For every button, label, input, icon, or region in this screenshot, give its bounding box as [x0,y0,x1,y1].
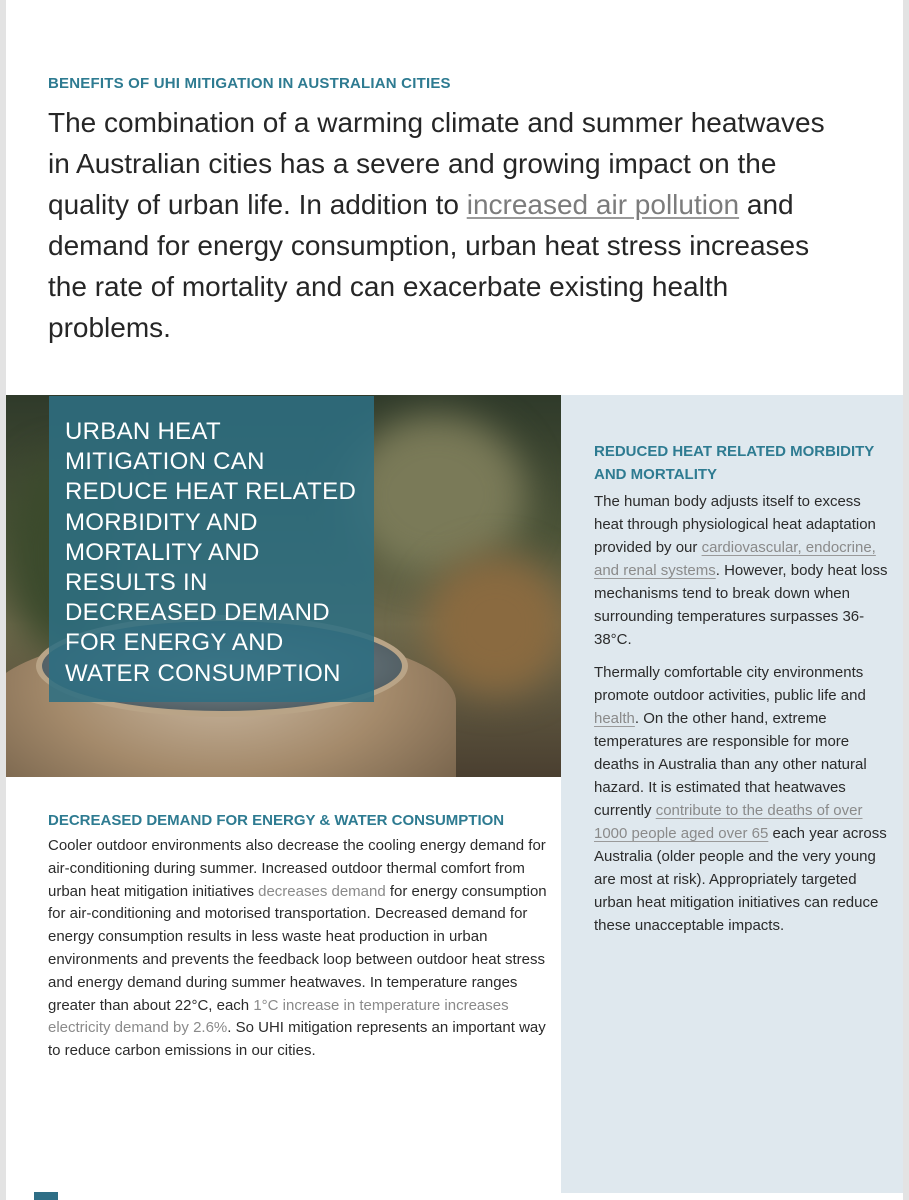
air-pollution-link[interactable]: increased air pollution [466,189,740,220]
photo-bokeh [426,555,561,695]
health-link[interactable]: health [594,710,635,727]
lead-text-1: The combination of a warming climate and summer heatwaves in Australian cities has a severe and growing impact on the quality of urban life. In addition to [48,107,825,220]
page-marker [34,1192,58,1200]
section-label: BENEFITS OF UHI MITIGATION IN AUSTRALIAN CITIES [48,75,451,92]
energy-text: Cooler outdoor environments also decrease the cooling energy demand for air-conditioning during summer. Increased outdoor thermal comfort from urban heat mitigation initiatives [48,837,546,900]
sidebar-text: Thermally comfortable city environments promote outdoor activities, public life and [594,664,866,704]
sidebar-paragraph-2 [594,661,889,937]
page-edge-right [903,0,909,1200]
sidebar-body [594,490,889,947]
sidebar-text: The human body adjusts itself to excess heat through physiological heat adaptation provided by our [594,493,876,556]
energy-section-body [48,835,548,1063]
sidebar-heading: REDUCED HEAT RELATED MORBIDITY AND MORTALITY [594,443,875,483]
sidebar-paragraph-1 [594,490,889,651]
decreases-demand-link[interactable]: decreases demand [258,882,386,900]
electricity-demand-link[interactable]: 1°C increase in temperature increases electricity demand by 2.6% [48,996,509,1037]
energy-text: for energy consumption for air-conditioning and motorised transportation. Decreased demand for energy consumption results in less waste heat production in urban environments and prevents the feedback loop between outdoor heat stress and energy demand during summer heatwaves. In temperature ranges greater than about 22°C, each [48,882,547,1014]
heatwave-deaths-link[interactable]: contribute to the deaths of over 1000 people aged over 65 [594,802,863,842]
lead-text-2: and demand for energy consumption, urban heat stress increases the rate of mortality and can exacerbate existing health problems. [48,189,810,343]
sidebar-text: . However, body heat loss mechanisms tend to break down when surrounding temperatures surpasses 36-38°C. [594,562,888,648]
cardiovascular-link[interactable]: cardiovascular, endocrine, and renal systems [594,539,876,579]
energy-section-heading: DECREASED DEMAND FOR ENERGY & WATER CONSUMPTION [48,812,505,829]
energy-text: . So UHI mitigation represents an important way to reduce carbon emissions in our cities. [48,1019,546,1060]
sidebar-text: . On the other hand, extreme temperatures are responsible for more deaths in Australia than any other natural hazard. It is estimated that heatwaves currently [594,710,867,819]
callout-text: URBAN HEAT MITIGATION CAN REDUCE HEAT RELATED MORBIDITY AND MORTALITY AND RESULTS IN DECREASED DEMAND FOR ENERGY AND WATER CONSUMPTION [65,418,357,687]
lead-paragraph [48,102,848,348]
sidebar-text: each year across Australia (older people and the very young are most at risk). Appropriately targeted urban heat mitigation initiatives can reduce these unacceptable impacts. [594,825,887,934]
